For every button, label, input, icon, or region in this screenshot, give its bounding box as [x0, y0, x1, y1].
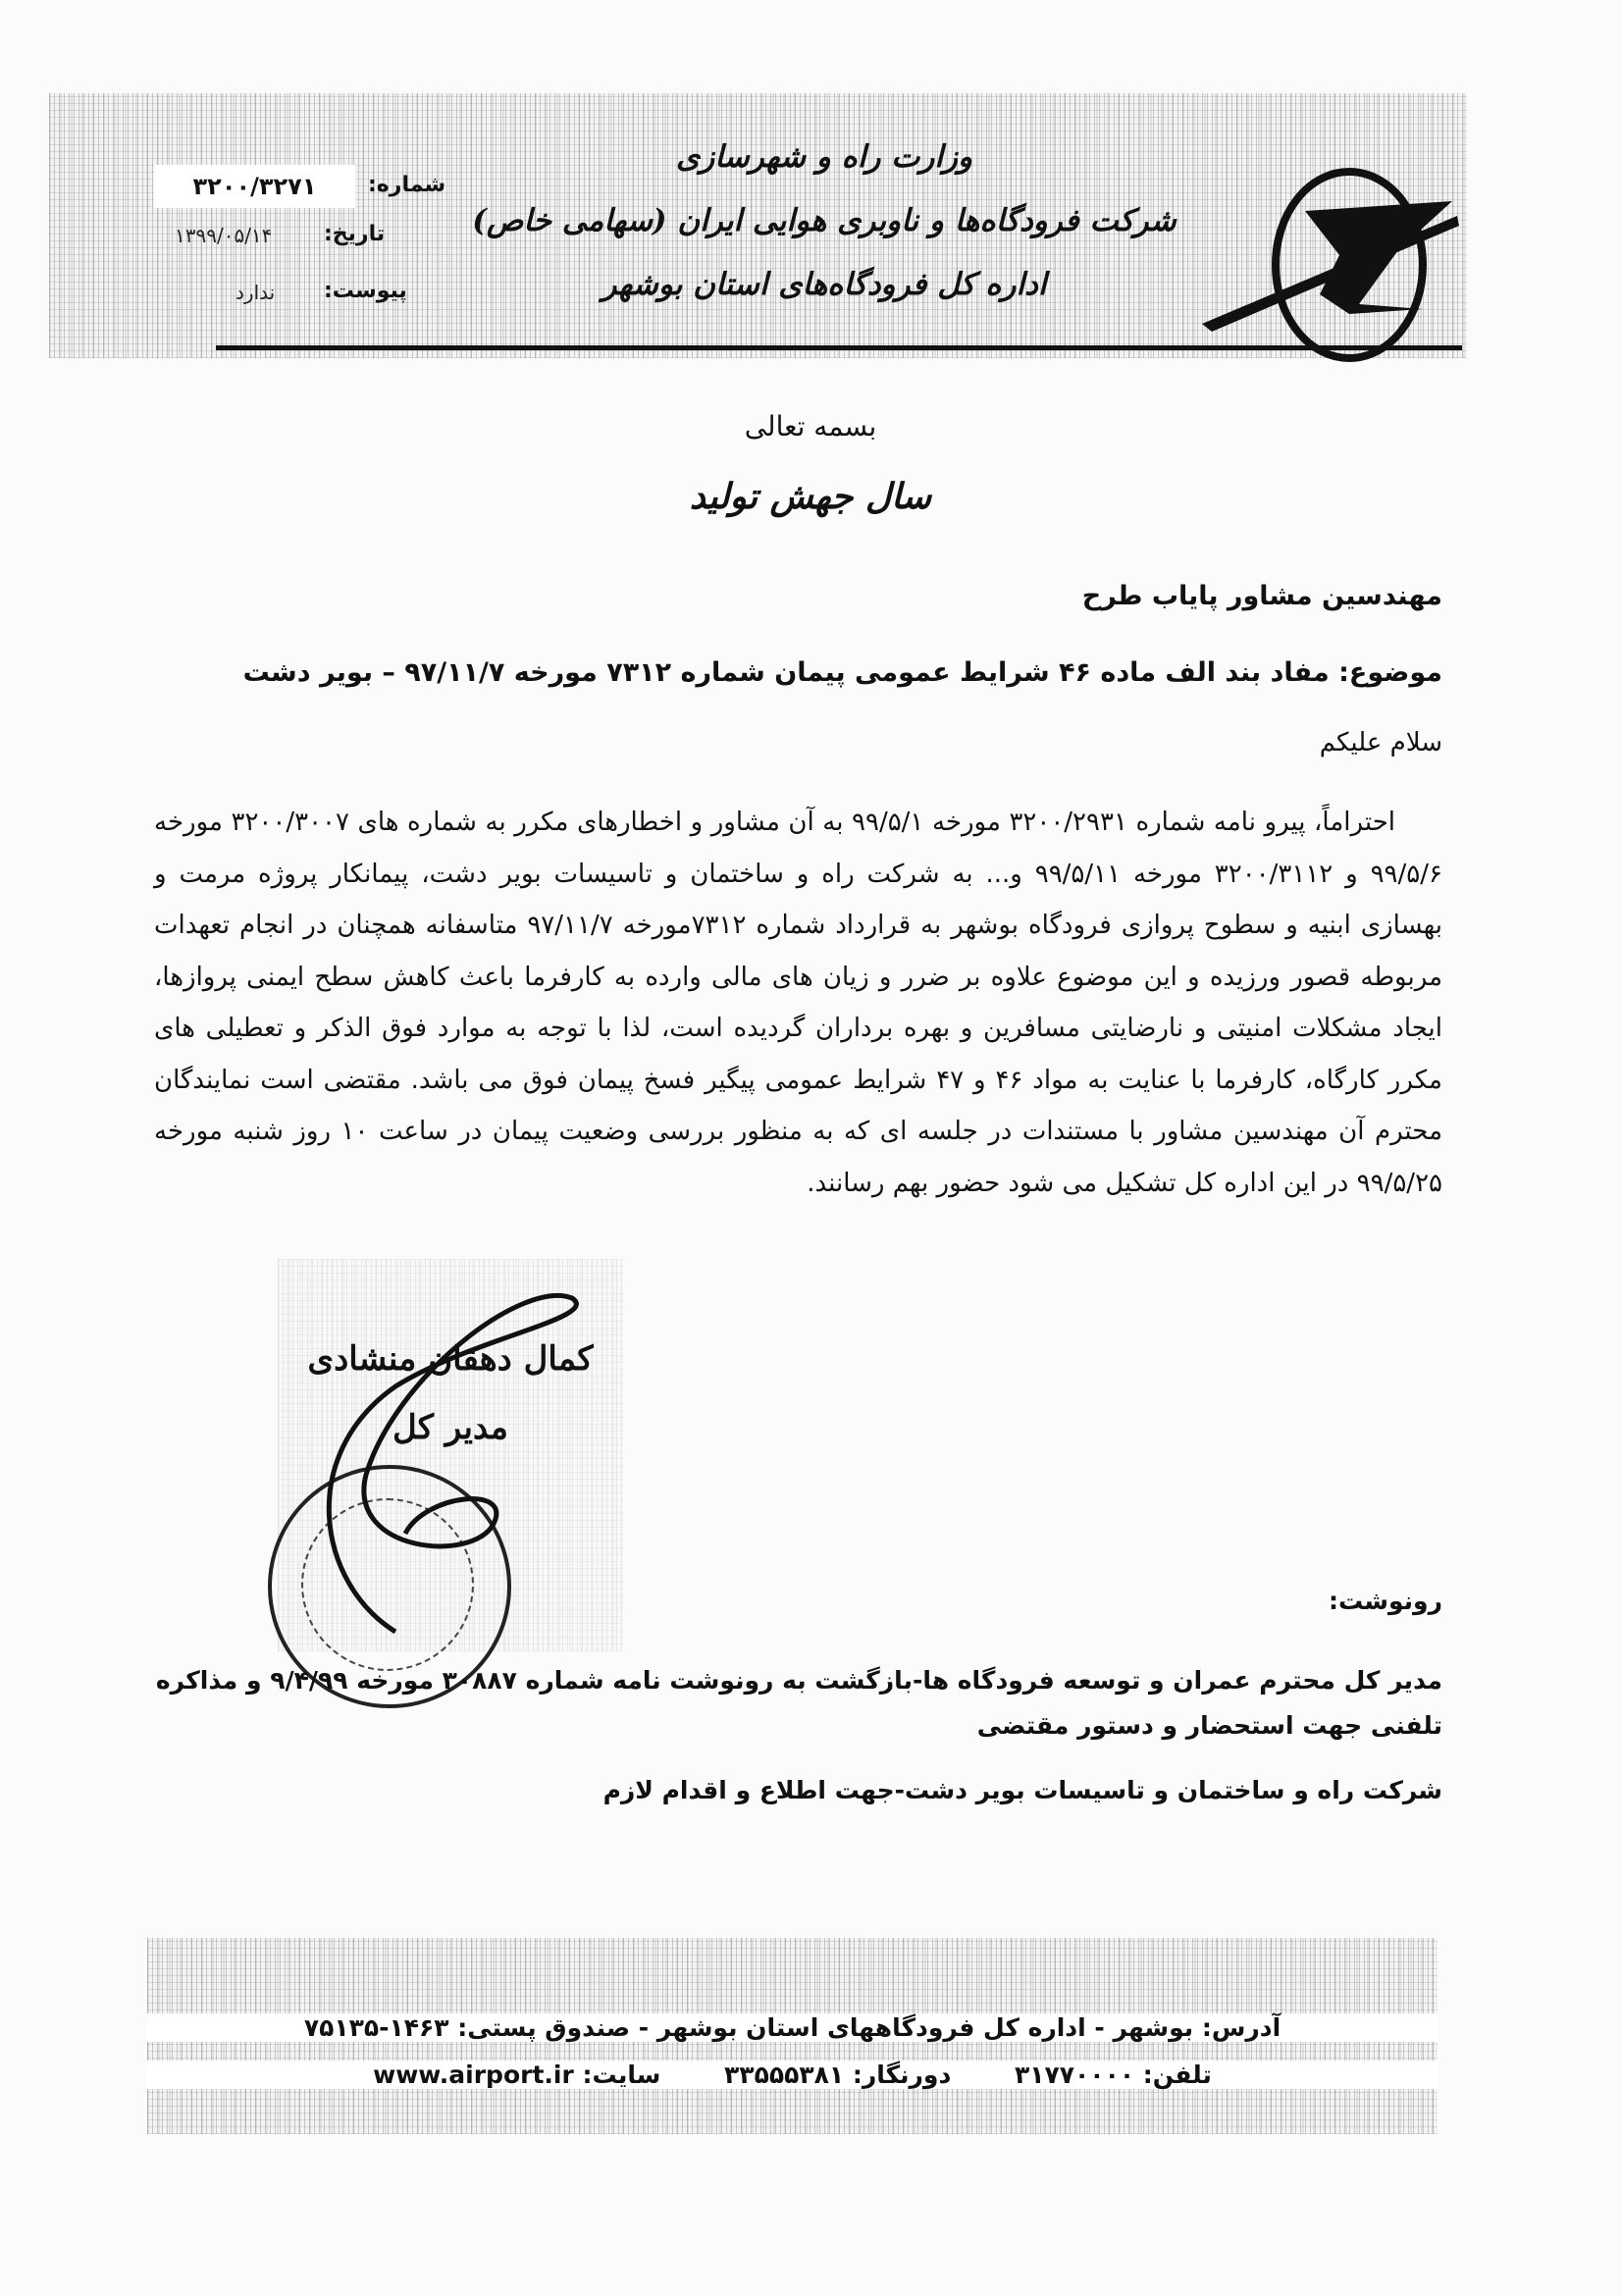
letter-number-label: شماره: — [368, 173, 446, 197]
ministry-name: وزارت راه و شهرسازی — [676, 139, 972, 175]
footer-phone: تلفن: ۳۱۷۷۰۰۰۰ — [1015, 2061, 1212, 2089]
recipient: مهندسین مشاور پایاب طرح — [1081, 581, 1442, 611]
cc-heading: رونوشت: — [1328, 1587, 1442, 1615]
handwritten-signature-icon — [278, 1259, 623, 1651]
footer-website[interactable]: سایت: www.airport.ir — [373, 2061, 661, 2089]
subject-line: موضوع: مفاد بند الف ماده ۴۶ شرایط عمومی پیمان شماره ۷۳۱۲ مورخه ۹۷/۱۱/۷ – بویر دشت — [242, 657, 1442, 688]
signature-block — [278, 1259, 623, 1651]
letter-date-value: ۱۳۹۹/۰۵/۱۴ — [175, 224, 273, 247]
footer-address: آدرس: بوشهر - اداره کل فرودگاههای استان بوشهر - صندوق پستی: ۱۴۶۳-۷۵۱۳۵ — [147, 2013, 1438, 2042]
company-name: شرکت فرودگاه‌ها و ناوبری هوایی ایران (سهامی خاص) — [472, 203, 1177, 238]
attachment-value: ندارد — [235, 281, 276, 304]
bismillah-heading: بسمه تعالی — [744, 410, 877, 443]
letter-date-label: تاریخ: — [324, 222, 386, 246]
cc-item: شرکت راه و ساختمان و تاسیسات بویر دشت-جهت اطلاع و اقدام لازم — [602, 1776, 1442, 1804]
letter-number-value: ۳۲۰۰/۳۲۷۱ — [154, 165, 355, 208]
attachment-label: پیوست: — [324, 279, 407, 303]
signatory-name: کمال دهقان منشادی — [307, 1339, 594, 1379]
office-name: اداره کل فرودگاه‌های استان بوشهر — [601, 267, 1047, 302]
greeting: سلام علیکم — [1319, 728, 1442, 757]
year-motto: سال جهش تولید — [689, 476, 932, 517]
airports-company-logo-icon — [1202, 157, 1467, 363]
letter-body: احتراماً، پیرو نامه شماره ۳۲۰۰/۲۹۳۱ مورخه ۹۹/۵/۱ به آن مشاور و اخطارهای مکرر به شماره های ۳۲۰۰/۳۰۰۷ مورخه ۹۹/۵/۶ و ۳۲۰۰/۳۱۱۲ مورخه ۹۹/۵/۱۱ و... به شرکت راه و ساختمان و تاسیسات بویر دشت، پیمانکار پروژه مرمت و بهسازی ابنیه و سطوح پروازی فرودگاه بوشهر به قرارداد شماره ۷۳۱۲مورخه ۹۷/۱۱/۷ متاسفانه همچنان در انجام تعهدات مربوطه قصور ورزیده و این موضوع علاوه بر ضرر و زیان های مالی وارده به کارفرما باعث کاهش سطح ایمنی پروازها، ایجاد مشکلات امنیتی و نارضایتی مسافرین و بهره برداران گردیده است، لذا با توجه به موارد فوق الذکر و تعطیلی های مکرر کارگاه، کارفرما با عنایت به مواد ۴۶ و ۴۷ شرایط عمومی پیگیر فسخ پیمان فوق می باشد. مقتضی است نمایندگان محترم آن مهندسین مشاور با مستندات در جلسه ای که به منظور بررسی وضعیت پیمان در ساعت ۱۰ روز شنبه مورخه ۹۹/۵/۲۵ در این اداره کل تشکیل می شود حضور بهم رسانند. — [154, 808, 1442, 1198]
footer-fax: دورنگار: ۳۳۵۵۵۳۸۱ — [724, 2061, 952, 2089]
footer-contacts — [147, 2061, 1438, 2089]
cc-item: مدیر کل محترم عمران و توسعه فرودگاه ها-بازگشت به رونوشت نامه شماره ۳۰۸۸۷ مورخه ۹/۴/۹۹ و مذاکره تلفنی جهت استحضار و دستور مقتضی — [155, 1666, 1442, 1740]
signatory-title: مدیر کل — [392, 1408, 509, 1447]
